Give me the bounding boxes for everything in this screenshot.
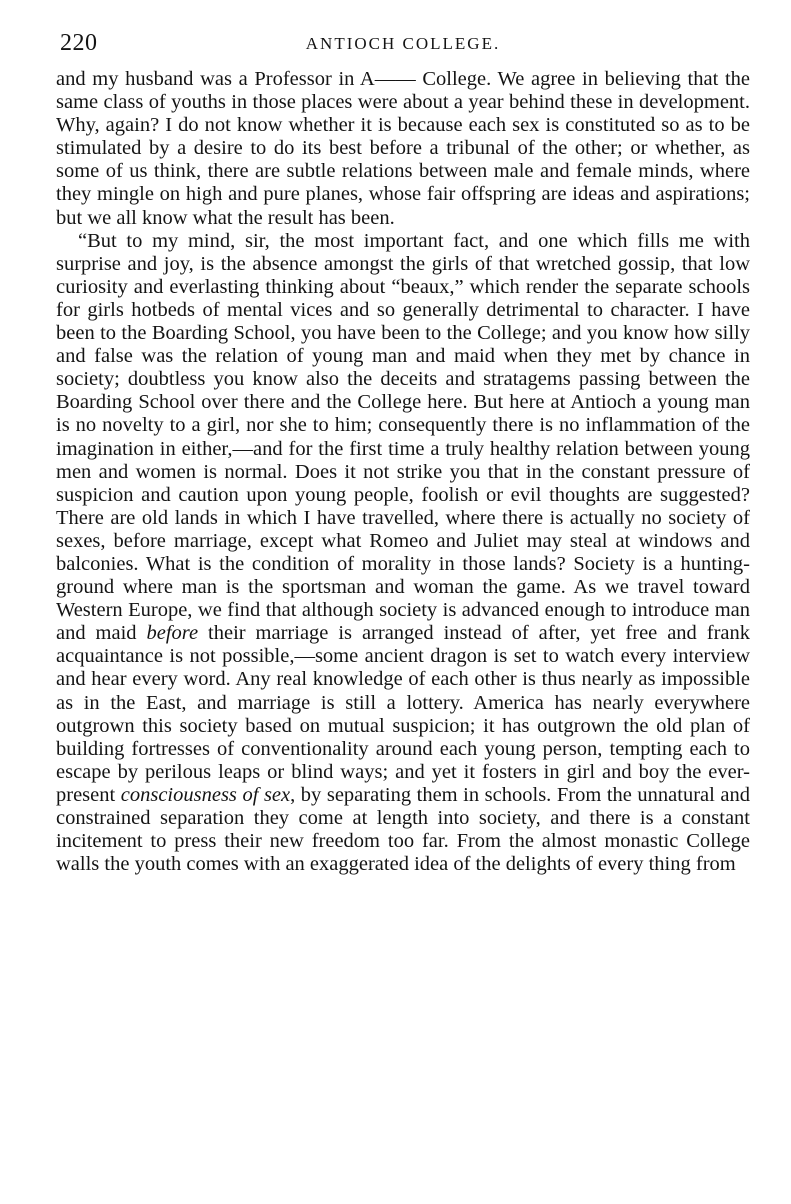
paragraph bbox=[56, 230, 750, 877]
body-text bbox=[56, 68, 750, 876]
text-segment: their marriage is arranged instead of after, yet free and frank acquaintance is not possible,—some ancient dragon is set to watch every interview and hear every word. Any real knowledge of each other is thus nearly as impossible as in the East, and marriage is still a lottery. America has nearly everywhere outgrown this society based on mutual suspicion; it has outgrown the old plan of building fortresses of conventionality around each young person, tempting each to escape by perilous leaps or blind ways; and yet it fosters in girl and boy the ever-present bbox=[56, 622, 750, 806]
italic-text-segment: before bbox=[146, 622, 199, 645]
text-segment: , by separating them in schools. From the unnatural and constrained separation they come at length into society, and there is a constant incitement to press their new freedom too far. From the almost monastic College walls the youth comes with an exaggerated idea of the delights of every thing from bbox=[56, 783, 750, 876]
page-number: 220 bbox=[60, 30, 98, 56]
page-header bbox=[56, 28, 750, 62]
running-head: ANTIOCH COLLEGE. bbox=[305, 34, 501, 53]
book-page bbox=[56, 28, 750, 876]
text-segment: “But to my mind, sir, the most important fact, and one which fills me with surprise and joy, is the absence amongst the girls of that wretched gossip, that low curiosity and everlasting thinking about “beaux,” which render the separate schools for girls hotbeds of mental vices and so generally detrimental to character. I have been to the Boarding School, you have been to the College; and you know how silly and false was the relation of young man and maid when they met by chance in society; doubtless you know also the deceits and stratagems passing between the Boarding School over there and the College here. But here at Antioch a young man is no novelty to a girl, nor she to him; consequently there is no inflammation of the imagination in either,—and for the first time a truly healthy relation between young men and women is normal. Does it not strike you that in the constant pressure of suspicion and caution upon young people, foolish or evil thoughts are suggested? There are old lands in which I have travelled, where there is actually no society of sexes, before marriage, except what Romeo and Juliet may steal at windows and balconies. What is the condition of morality in those lands? Society is a hunting-ground where man is the sportsman and woman the game. As we travel toward Western Europe, we find that although society is advanced enough to introduce man and maid bbox=[56, 229, 750, 645]
paragraph bbox=[56, 68, 750, 230]
text-segment: and my husband was a Professor in A—— College. We agree in believing that the same class of youths in those places were about a year behind these in development. Why, again? I do not know whether it is because each sex is constituted so as to be stimulated by a desire to do its best before a tribunal of the other; or whether, as some of us think, there are subtle relations between male and female minds, where they mingle on high and pure planes, whose fair offspring are ideas and aspirations; but we all know what the result has been. bbox=[56, 68, 750, 229]
italic-text-segment: consciousness of sex bbox=[120, 783, 291, 806]
